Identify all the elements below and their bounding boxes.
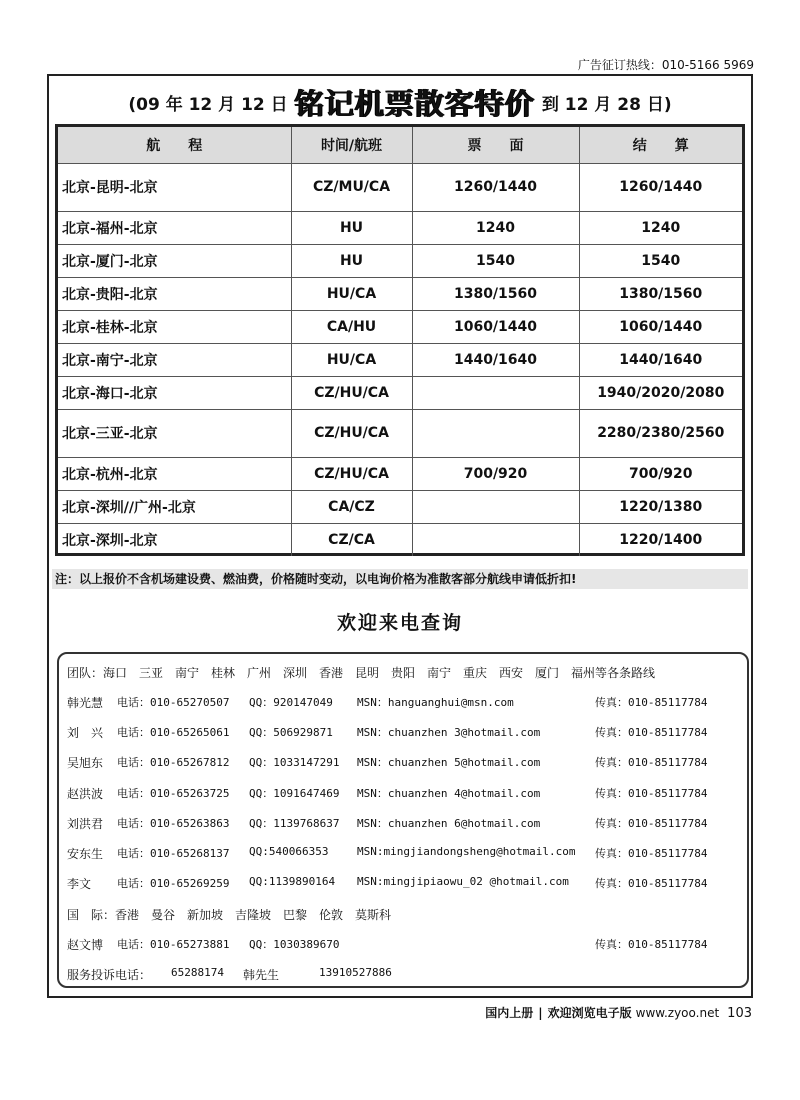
fare-cell: 1440/1640 <box>412 343 579 376</box>
contact-qq: QQ：1091647469 <box>249 787 340 800</box>
table-row <box>58 163 742 211</box>
contact-msn: MSN：chuanzhen 4@hotmail.com <box>357 787 541 800</box>
table-row <box>58 490 742 523</box>
ad-hotline: 广告征订热线：010-5166 5969 <box>577 58 754 72</box>
flight-cell: HU <box>291 244 412 277</box>
route-cell: 北京-杭州-北京 <box>58 457 291 490</box>
flight-cell: HU/CA <box>291 343 412 376</box>
title-date-end: 到 12 月 28 日) <box>541 95 672 115</box>
fare-cell: 1060/1440 <box>412 310 579 343</box>
contact-name: 韩光慧 <box>67 696 104 710</box>
fare-cell: 1260/1440 <box>412 163 579 211</box>
contact-qq: QQ：1030389670 <box>249 938 340 951</box>
contact-qq: QQ：1033147291 <box>249 756 340 769</box>
settle-cell: 1220/1380 <box>579 490 742 523</box>
contact-tel: 电话：010-65270507 <box>117 696 230 709</box>
fare-cell <box>412 409 579 457</box>
fare-cell <box>412 523 579 556</box>
contact-fax: 传真：010-85117784 <box>595 726 708 739</box>
international-routes: 国 际：香港 曼谷 新加坡 吉隆坡 巴黎 伦敦 莫斯科 <box>67 908 392 922</box>
page-frame <box>47 74 753 998</box>
contact-msn: MSN：chuanzhen 6@hotmail.com <box>357 817 541 830</box>
route-cell: 北京-深圳-北京 <box>58 523 291 556</box>
settle-cell: 1220/1400 <box>579 523 742 556</box>
flight-cell: HU/CA <box>291 277 412 310</box>
contact-msn: MSN：chuanzhen 5@hotmail.com <box>357 756 541 769</box>
settle-cell: 1260/1440 <box>579 163 742 211</box>
settle-cell: 1240 <box>579 211 742 244</box>
contact-tel: 电话：010-65269259 <box>117 877 230 890</box>
contact-qq: QQ:1139890164 <box>249 875 336 888</box>
table-row <box>58 457 742 490</box>
contact-fax: 传真：010-85117784 <box>595 938 708 951</box>
contact-msn: MSN：chuanzhen 3@hotmail.com <box>357 726 541 739</box>
settle-cell: 1940/2020/2080 <box>579 376 742 409</box>
contact-tel: 电话：010-65263725 <box>117 787 230 800</box>
contact-fax: 传真：010-85117784 <box>595 847 708 860</box>
table-header-row <box>58 127 742 163</box>
fare-cell: 1380/1560 <box>412 277 579 310</box>
complaint-phone: 65288174 <box>171 966 224 979</box>
page-number: 103 <box>727 1006 752 1021</box>
contact-name: 安东生 <box>67 847 104 861</box>
table-row <box>58 244 742 277</box>
contact-msn: MSN:mingjipiaowu_02 @hotmail.com <box>357 875 569 888</box>
settle-cell: 700/920 <box>579 457 742 490</box>
fare-cell: 700/920 <box>412 457 579 490</box>
settle-cell: 1440/1640 <box>579 343 742 376</box>
route-cell: 北京-贵阳-北京 <box>58 277 291 310</box>
settle-cell: 1380/1560 <box>579 277 742 310</box>
footer-url[interactable]: www.zyoo.net <box>635 1006 720 1020</box>
route-cell: 北京-三亚-北京 <box>58 409 291 457</box>
route-cell: 北京-厦门-北京 <box>58 244 291 277</box>
title-date-start: (09 年 12 月 12 日 <box>128 95 288 115</box>
contact-fax: 传真：010-85117784 <box>595 787 708 800</box>
fare-cell <box>412 376 579 409</box>
fare-cell: 1540 <box>412 244 579 277</box>
route-cell: 北京-桂林-北京 <box>58 310 291 343</box>
contact-msn: MSN：hanguanghui@msn.com <box>357 696 514 709</box>
flight-cell: CZ/HU/CA <box>291 376 412 409</box>
contact-tel: 电话：010-65265061 <box>117 726 230 739</box>
flight-cell: HU <box>291 211 412 244</box>
contact-name: 吴旭东 <box>67 756 104 770</box>
settle-cell: 1540 <box>579 244 742 277</box>
flight-cell: CZ/HU/CA <box>291 457 412 490</box>
header-fare: 票 面 <box>412 127 579 163</box>
settle-cell: 1060/1440 <box>579 310 742 343</box>
contact-qq: QQ:540066353 <box>249 845 329 858</box>
table-row <box>58 343 742 376</box>
contact-tel: 电话：010-65268137 <box>117 847 230 860</box>
complaint-label: 服务投诉电话： <box>67 968 152 982</box>
fare-cell: 1240 <box>412 211 579 244</box>
contact-name: 赵文博 <box>67 938 104 952</box>
contact-box <box>57 652 749 988</box>
contact-tel: 电话：010-65267812 <box>117 756 230 769</box>
complaint-person: 韩先生 <box>243 968 280 982</box>
route-cell: 北京-海口-北京 <box>58 376 291 409</box>
footer-divider: | <box>538 1006 543 1020</box>
footer-tagline: 欢迎浏览电子版 <box>547 1006 632 1020</box>
flight-cell: CZ/CA <box>291 523 412 556</box>
table-row <box>58 277 742 310</box>
contact-qq: QQ：920147049 <box>249 696 333 709</box>
table-row <box>58 409 742 457</box>
flight-cell: CZ/HU/CA <box>291 409 412 457</box>
contact-qq: QQ：506929871 <box>249 726 333 739</box>
settle-cell: 2280/2380/2560 <box>579 409 742 457</box>
contact-name: 刘 兴 <box>67 726 104 740</box>
contact-tel: 电话：010-65273881 <box>117 938 230 951</box>
contact-msn: MSN:mingjiandongsheng@hotmail.com <box>357 845 576 858</box>
route-cell: 北京-深圳//广州-北京 <box>58 490 291 523</box>
header-settle: 结 算 <box>579 127 742 163</box>
contact-fax: 传真：010-85117784 <box>595 817 708 830</box>
route-cell: 北京-南宁-北京 <box>58 343 291 376</box>
header-flight: 时间/航班 <box>291 127 412 163</box>
contact-name: 李文 <box>67 877 92 891</box>
page-title <box>49 82 751 122</box>
table-row <box>58 523 742 556</box>
contact-tel: 电话：010-65263863 <box>117 817 230 830</box>
footer-section: 国内上册 <box>485 1006 534 1020</box>
contact-qq: QQ：1139768637 <box>249 817 340 830</box>
contact-fax: 传真：010-85117784 <box>595 756 708 769</box>
table-row <box>58 310 742 343</box>
flight-cell: CA/HU <box>291 310 412 343</box>
title-main: 铭记机票散客特价 <box>294 87 535 121</box>
route-cell: 北京-福州-北京 <box>58 211 291 244</box>
contact-name: 刘洪君 <box>67 817 104 831</box>
table-row <box>58 376 742 409</box>
group-routes: 团队：海口 三亚 南宁 桂林 广州 深圳 香港 昆明 贵阳 南宁 重庆 西安 厦门 福州等各条路线 <box>67 666 656 680</box>
flight-cell: CA/CZ <box>291 490 412 523</box>
price-note: 注：以上报价不含机场建设费、燃油费，价格随时变动，以电询价格为准散客部分航线申请低折扣! <box>52 569 748 589</box>
fare-table <box>55 124 745 556</box>
route-cell: 北京-昆明-北京 <box>58 163 291 211</box>
header-route: 航 程 <box>58 127 291 163</box>
table-row <box>58 211 742 244</box>
contact-fax: 传真：010-85117784 <box>595 877 708 890</box>
fare-cell <box>412 490 579 523</box>
contact-fax: 传真：010-85117784 <box>595 696 708 709</box>
contact-name: 赵洪波 <box>67 787 104 801</box>
page-footer <box>485 1004 752 1021</box>
welcome-heading: 欢迎来电查询 <box>336 612 463 634</box>
flight-cell: CZ/MU/CA <box>291 163 412 211</box>
complaint-mobile: 13910527886 <box>319 966 392 979</box>
